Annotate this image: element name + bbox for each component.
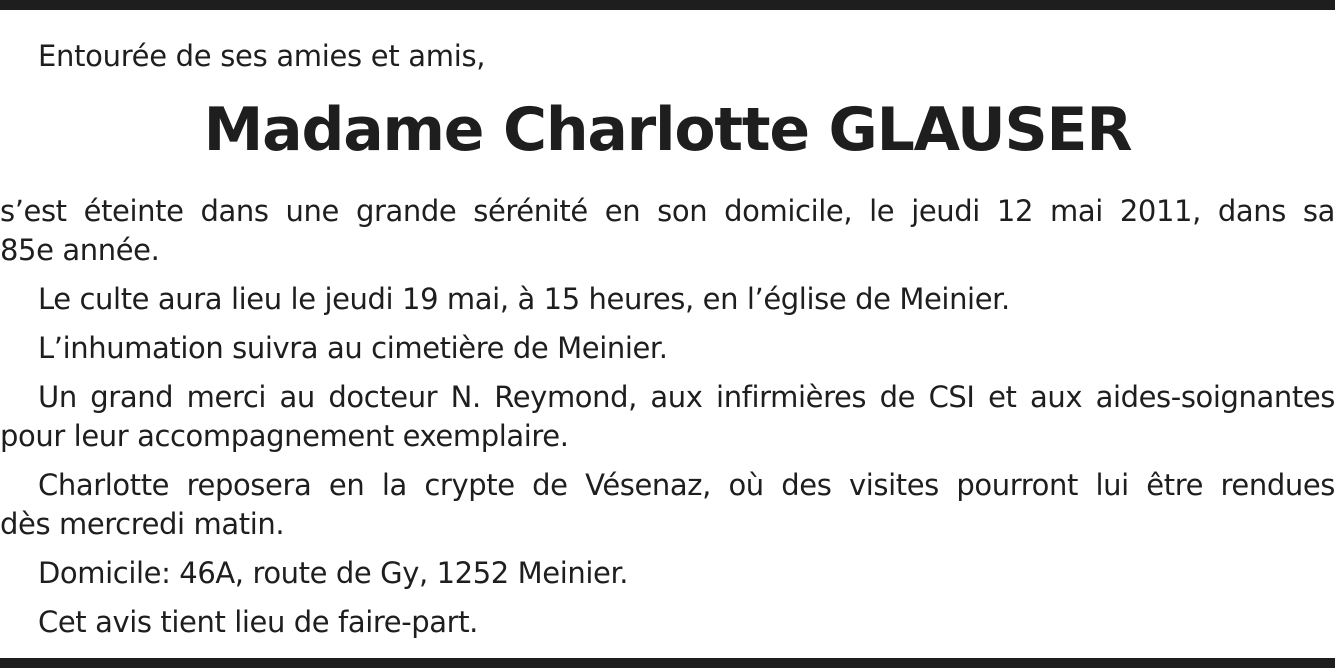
domicile-address: Domicile: 46A, route de Gy, 1252 Meinier. — [38, 556, 629, 590]
thanks-line-1: Un grand merci au docteur N. Reymond, aux infirmières de CSI et aux aides-soignantes — [38, 380, 1335, 414]
bottom-border-rule — [0, 658, 1335, 668]
announcement-line-2: 85e année. — [0, 233, 160, 267]
burial-info: L’inhumation suivra au cimetière de Meinier. — [38, 331, 668, 365]
intro-line: Entourée de ses amies et amis, — [38, 39, 486, 73]
ceremony-info: Le culte aura lieu le jeudi 19 mai, à 15 heures, en l’église de Meinier. — [38, 282, 1010, 316]
deceased-name-heading: Madame Charlotte GLAUSER — [203, 95, 1132, 165]
top-border-rule — [0, 0, 1335, 10]
thanks-line-2: pour leur accompagnement exemplaire. — [0, 419, 569, 453]
announcement-line-1: s’est éteinte dans une grande sérénité en son domicile, le jeudi 12 mai 2011, dans sa — [0, 194, 1335, 228]
crypt-info-line-1: Charlotte reposera en la crypte de Vésenaz, où des visites pourront lui être rendues — [38, 468, 1335, 502]
notice-closing: Cet avis tient lieu de faire-part. — [38, 605, 478, 639]
crypt-info-line-2: dès mercredi matin. — [0, 507, 285, 541]
